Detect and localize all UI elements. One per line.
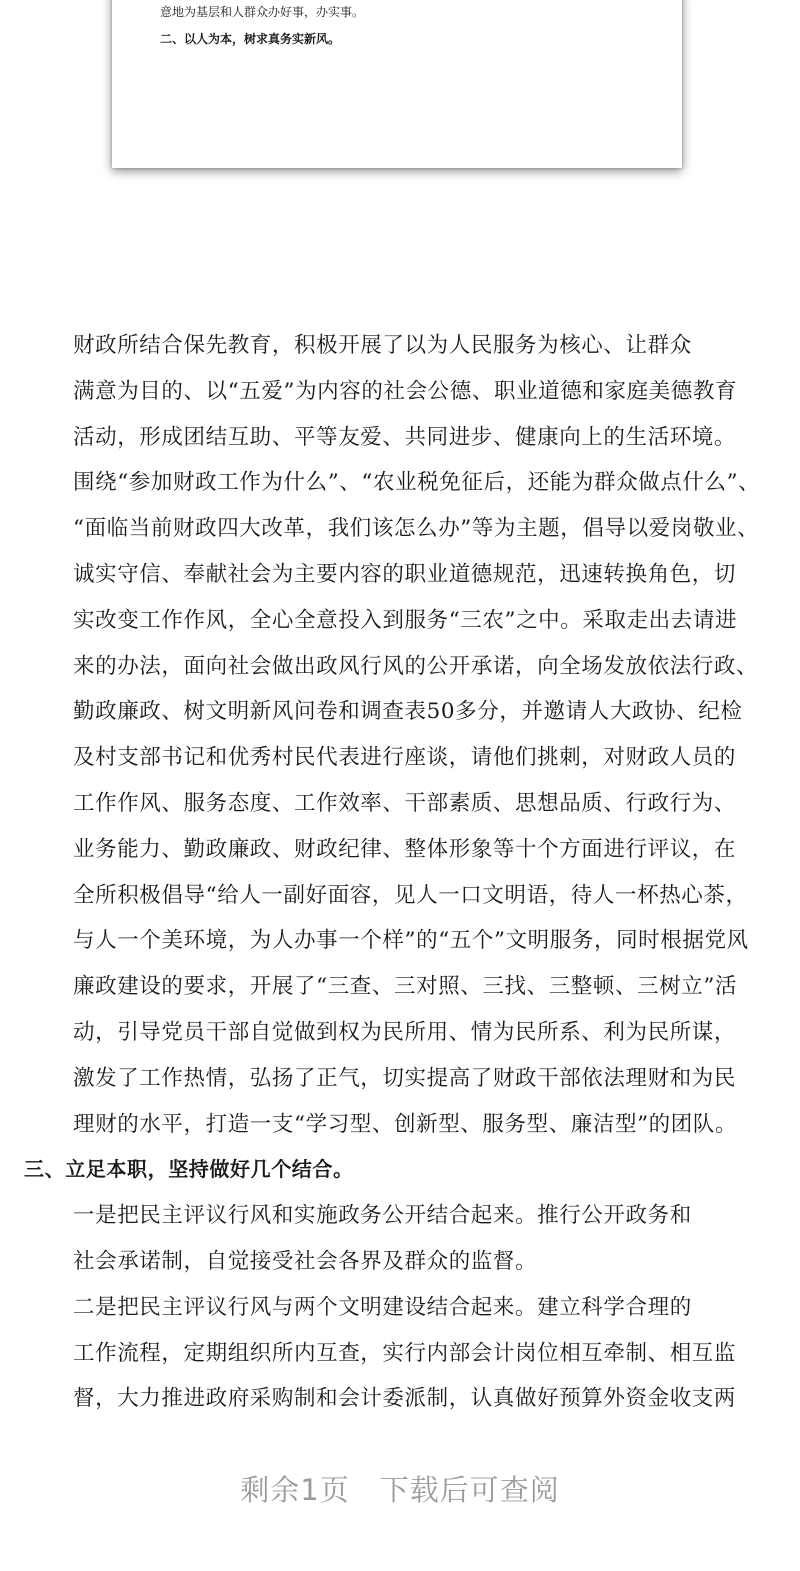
text-line: 勤政廉政、树文明新风问卷和调查表50多分，并邀请人大政协、纪检 <box>73 699 743 725</box>
text-line: 工作流程，定期组织所内互查，实行内部会计岗位相互牵制、相互监 <box>73 1340 737 1366</box>
heading-text: 三、立足本职，坚持做好几个结合。 <box>24 1157 354 1182</box>
text-line: 与人一个美环境，为人办事一个样”的“五个”文明服务，同时根据党风 <box>73 928 749 954</box>
text-line: 业务能力、勤政廉政、财政纪律、整体形象等十个方面进行评议，在 <box>73 836 737 862</box>
text-line: 诚实守信、奉献社会为主要内容的职业道德规范，迅速转换角色，切 <box>73 561 737 587</box>
remaining-pages-prompt[interactable] <box>0 1466 800 1514</box>
text-line: 动，引导党员干部自觉做到权为民所用、情为民所系、利为民所谋， <box>73 1019 737 1045</box>
text-line: 活动，形成团结互助、平等友爱、共同进步、健康向上的生活环境。 <box>73 424 737 450</box>
text-line: 一是把民主评议行风和实施政务公开结合起来。推行公开政务和 <box>73 1203 692 1229</box>
paragraph-3 <box>24 1285 784 1422</box>
preview-line-1: 意地为基层和人群众办好事，办实事。 <box>160 5 365 19</box>
text-line: 围绕“参加财政工作为什么”、“农业税免征后，还能为群众做点什么”、 <box>73 470 761 496</box>
text-line: 实改变工作作风，全心全意投入到服务“三农”之中。采取走出去请进 <box>73 607 738 633</box>
text-line: 社会承诺制，自觉接受社会各界及群众的监督。 <box>73 1248 538 1274</box>
text-line: “面临当前财政四大改革，我们该怎么办”等为主题，倡导以爱岗敬业、 <box>73 516 760 542</box>
text-line: 理财的水平，打造一支“学习型、创新型、服务型、廉洁型”的团队。 <box>73 1111 738 1137</box>
remaining-pages-label: 剩余1页 <box>240 1473 350 1507</box>
page-preview-card <box>112 0 682 168</box>
text-line: 满意为目的、以“五爱”为内容的社会公德、职业道德和家庭美德教育 <box>73 378 738 404</box>
paragraph-2 <box>24 1193 784 1285</box>
download-hint-label: 下载后可查阅 <box>379 1473 560 1507</box>
text-line: 工作作风、服务态度、工作效率、干部素质、思想品质、行政行为、 <box>73 790 737 816</box>
paragraph-1 <box>24 323 784 1147</box>
text-line: 督，大力推进政府采购制和会计委派制，认真做好预算外资金收支两 <box>73 1386 737 1412</box>
text-line: 及村支部书记和优秀村民代表进行座谈，请他们挑刺，对财政人员的 <box>73 745 737 771</box>
text-line: 廉政建设的要求，开展了“三查、三对照、三找、三整顿、三树立”活 <box>73 974 738 1000</box>
text-line: 激发了工作热情，弘扬了正气，切实提高了财政干部依法理财和为民 <box>73 1065 737 1091</box>
preview-heading: 二、以人为本，树求真务实新风。 <box>160 32 341 46</box>
text-line: 二是把民主评议行风与两个文明建设结合起来。建立科学合理的 <box>73 1294 692 1320</box>
text-line: 全所积极倡导“给人一副好面容，见人一口文明语，待人一杯热心茶， <box>73 882 748 908</box>
text-line: 财政所结合保先教育，积极开展了以为人民服务为核心、让群众 <box>73 333 692 358</box>
text-line: 来的办法，面向社会做出政风行风的公开承诺，向全场发放依法行政、 <box>73 653 759 679</box>
document-body <box>24 323 784 1422</box>
section-heading <box>24 1147 784 1193</box>
